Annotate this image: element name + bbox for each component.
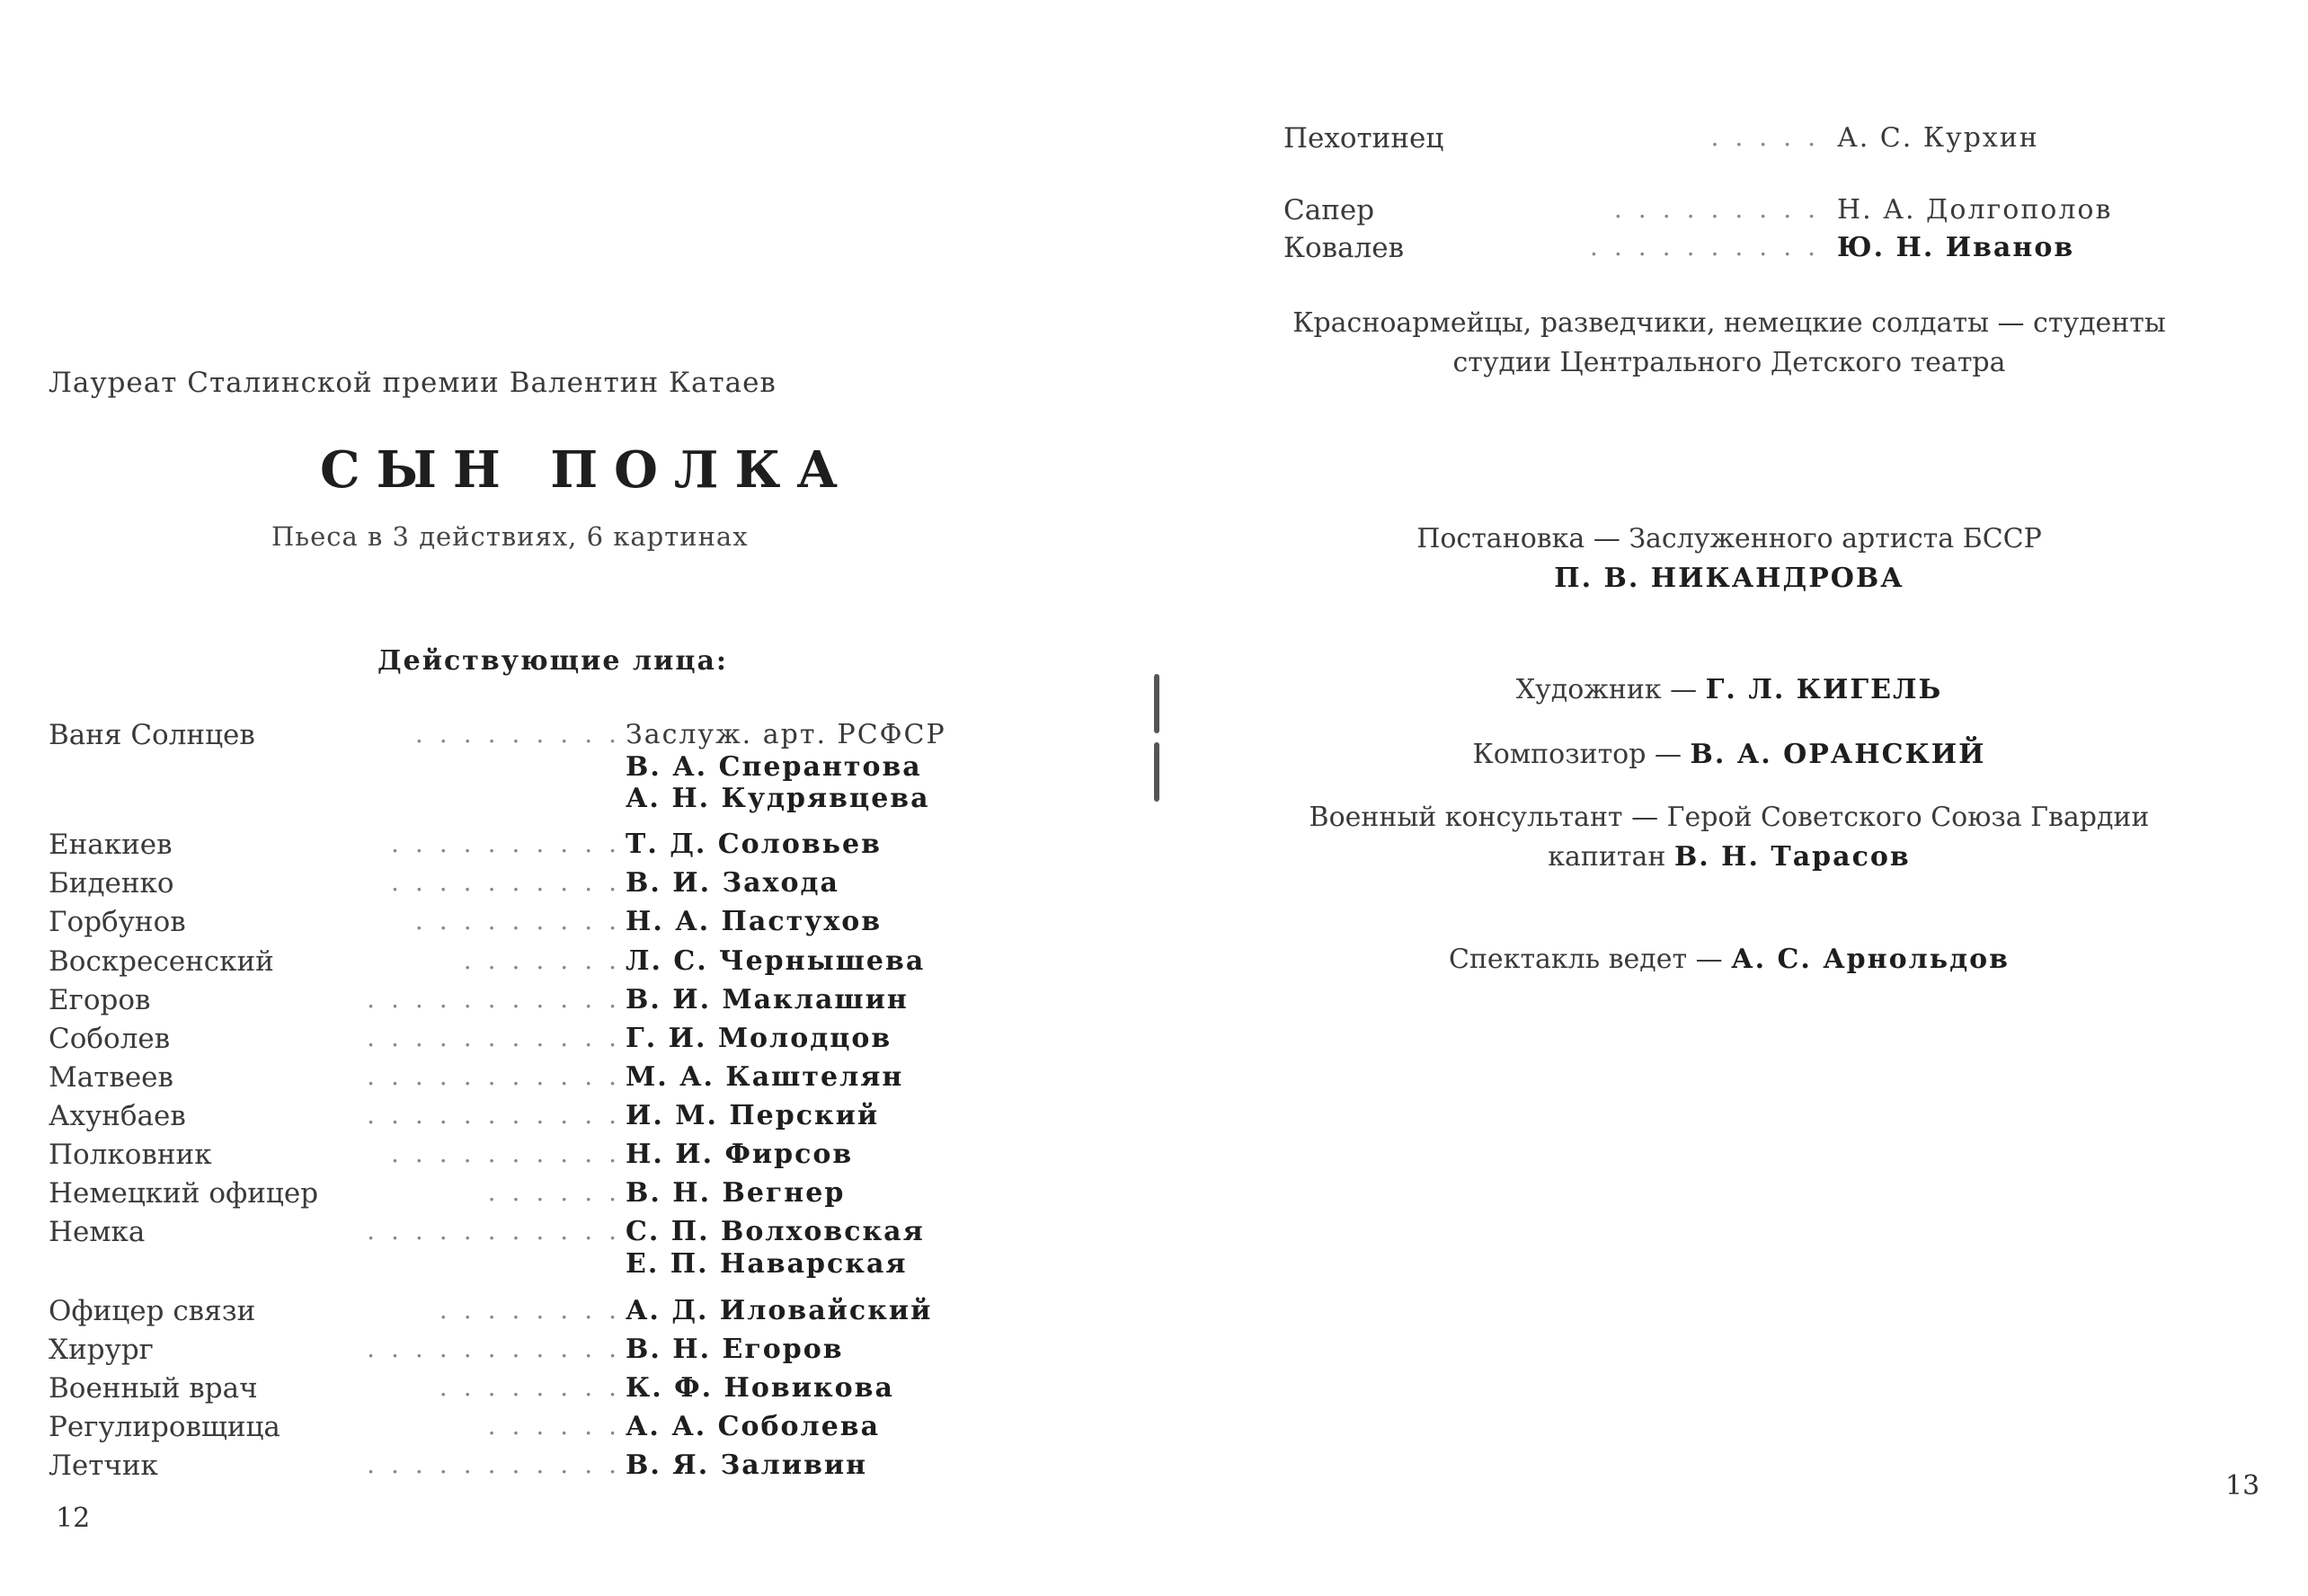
stage-manager-label: Спектакль ведет —: [1448, 944, 1723, 975]
consultant-name: В. Н. Тарасов: [1673, 841, 1911, 873]
actor-name: В. Н. Егоров: [626, 1334, 844, 1365]
leader-dots: ...........: [367, 1216, 633, 1246]
actor-name: В. Я. Заливин: [626, 1450, 868, 1481]
role-name: Полковник: [49, 1139, 212, 1171]
actor-name: В. А. Сперантова: [626, 751, 922, 783]
cast-row-cont: [49, 751, 1037, 787]
author-line: Лауреат Сталинской премии Валентин Катаев: [49, 367, 777, 399]
actor-name: В. Н. Вегнер: [626, 1177, 846, 1209]
composer-credit: [1150, 739, 2308, 770]
actor-name: А. Д. Иловайский: [626, 1295, 933, 1326]
actor-name: С. П. Волховская: [626, 1216, 925, 1247]
actor-name: А. Н. Кудрявцева: [626, 783, 930, 814]
play-title: СЫН ПОЛКА: [320, 440, 855, 500]
actor-name: Н. А. Долгополов: [1837, 194, 2113, 226]
artist-credit: [1150, 674, 2308, 705]
leader-dots: ..........: [390, 867, 633, 897]
leader-dots: .........: [414, 719, 633, 749]
director-name: П. В. НИКАНДРОВА: [1554, 563, 1904, 594]
leader-dots: ........: [439, 1372, 633, 1402]
cast-row: [49, 1177, 1037, 1213]
leader-dots: .........: [1613, 194, 1832, 224]
cast-row-cont: [49, 1248, 1037, 1284]
leader-dots: ........: [439, 1295, 633, 1325]
cast-row: [49, 1411, 1037, 1447]
actor-name: Е. П. Наварская: [626, 1248, 908, 1280]
role-name: Ковалев: [1283, 232, 1405, 264]
consultant-line-1: Военный консультант — Герой Советского Союза Гвардии: [1309, 802, 2150, 833]
leader-dots: .........: [414, 906, 633, 935]
cast-row: [1283, 232, 2272, 268]
actor-name: Л. С. Чернышева: [626, 945, 926, 977]
leader-dots: ..........: [390, 829, 633, 858]
cast-row: [49, 1295, 1037, 1331]
actor-name: К. Ф. Новикова: [626, 1372, 894, 1404]
role-name: Регулировщица: [49, 1411, 280, 1443]
artist-name: Г. Л. КИГЕЛЬ: [1705, 674, 1943, 705]
extras-line-2: студии Центрального Детского театра: [1452, 347, 2006, 378]
role-name: Егоров: [49, 984, 151, 1016]
role-name: Пехотинец: [1283, 122, 1444, 155]
actor-name: А. А. Соболева: [626, 1411, 881, 1442]
actor-name: И. М. Перский: [626, 1100, 880, 1131]
cast-row: [49, 906, 1037, 942]
composer-label: Композитор —: [1472, 739, 1682, 770]
cast-row: [49, 1450, 1037, 1485]
cast-row: [49, 1100, 1037, 1136]
cast-row: [1283, 194, 2272, 230]
leader-dots: ...........: [367, 1334, 633, 1363]
consultant-prefix: капитан: [1548, 841, 1666, 873]
actor-name: В. И. Захода: [626, 867, 839, 899]
cast-row-cont: [49, 783, 1037, 819]
actor-name: Н. А. Пастухов: [626, 906, 883, 937]
role-name: Офицер связи: [49, 1295, 256, 1327]
leader-dots: ...........: [367, 1023, 633, 1052]
actor-name: Т. Д. Соловьев: [626, 829, 882, 860]
cast-row: [49, 719, 1037, 755]
actor-name: Н. И. Фирсов: [626, 1139, 854, 1170]
cast-row: [49, 1139, 1037, 1175]
role-name: Горбунов: [49, 906, 186, 938]
right-page: [1150, 0, 2308, 1596]
leader-dots: .......: [463, 945, 633, 975]
cast-row: [49, 867, 1037, 903]
leader-dots: ...........: [367, 1450, 633, 1479]
stage-manager-name: А. С. Арнольдов: [1731, 944, 2010, 975]
artist-label: Художник —: [1515, 674, 1698, 705]
actor-name: М. А. Каштелян: [626, 1061, 904, 1093]
extras-line-1: Красноармейцы, разведчики, немецкие солдаты — студенты: [1292, 307, 2166, 339]
cast-row: [49, 829, 1037, 864]
leader-dots: ..........: [1589, 232, 1832, 262]
actor-name: Г. И. Молодцов: [626, 1023, 892, 1054]
leader-dots: ..........: [390, 1139, 633, 1168]
page-number-left: 12: [56, 1503, 91, 1534]
cast-row: [49, 945, 1037, 981]
leader-dots: .....: [1710, 122, 1832, 152]
role-name: Хирург: [49, 1334, 154, 1366]
cast-row: [49, 1216, 1037, 1252]
consultant-line-2: [1150, 841, 2308, 873]
page-number-right: 13: [2225, 1470, 2260, 1502]
leader-dots: ...........: [367, 1061, 633, 1091]
actor-name: Ю. Н. Иванов: [1837, 232, 2075, 263]
director-label: Постановка — Заслуженного артиста БССР: [1416, 523, 2042, 554]
cast-row: [49, 1334, 1037, 1370]
role-name: Ваня Солнцев: [49, 719, 255, 751]
cast-row: [49, 1372, 1037, 1408]
actor-name: В. И. Маклашин: [626, 984, 909, 1015]
cast-row: [1283, 122, 2272, 158]
role-name: Соболев: [49, 1023, 171, 1055]
role-name: Биденко: [49, 867, 174, 900]
leader-dots: ......: [487, 1177, 633, 1207]
play-subtitle: Пьеса в 3 действиях, 6 картинах: [271, 521, 749, 552]
leader-dots: ......: [487, 1411, 633, 1441]
role-name: Ахунбаев: [49, 1100, 186, 1132]
role-name: Сапер: [1283, 194, 1375, 226]
stage-manager-credit: [1150, 944, 2308, 975]
role-name: Военный врач: [49, 1372, 258, 1405]
composer-name: В. А. ОРАНСКИЙ: [1690, 739, 1986, 770]
cast-row: [49, 1023, 1037, 1059]
role-name: Матвеев: [49, 1061, 173, 1094]
cast-heading: Действующие лица:: [377, 645, 729, 677]
role-name: Воскресенский: [49, 945, 274, 978]
role-name: Немецкий офицер: [49, 1177, 319, 1210]
leader-dots: ...........: [367, 984, 633, 1014]
role-name: Летчик: [49, 1450, 158, 1482]
actor-honor: Заслуж. арт. РСФСР: [626, 719, 946, 750]
leader-dots: ...........: [367, 1100, 633, 1130]
role-name: Енакиев: [49, 829, 173, 861]
left-page: [0, 0, 1150, 1596]
role-name: Немка: [49, 1216, 146, 1248]
cast-row: [49, 1061, 1037, 1097]
actor-name: А. С. Курхин: [1837, 122, 2039, 154]
cast-row: [49, 984, 1037, 1020]
